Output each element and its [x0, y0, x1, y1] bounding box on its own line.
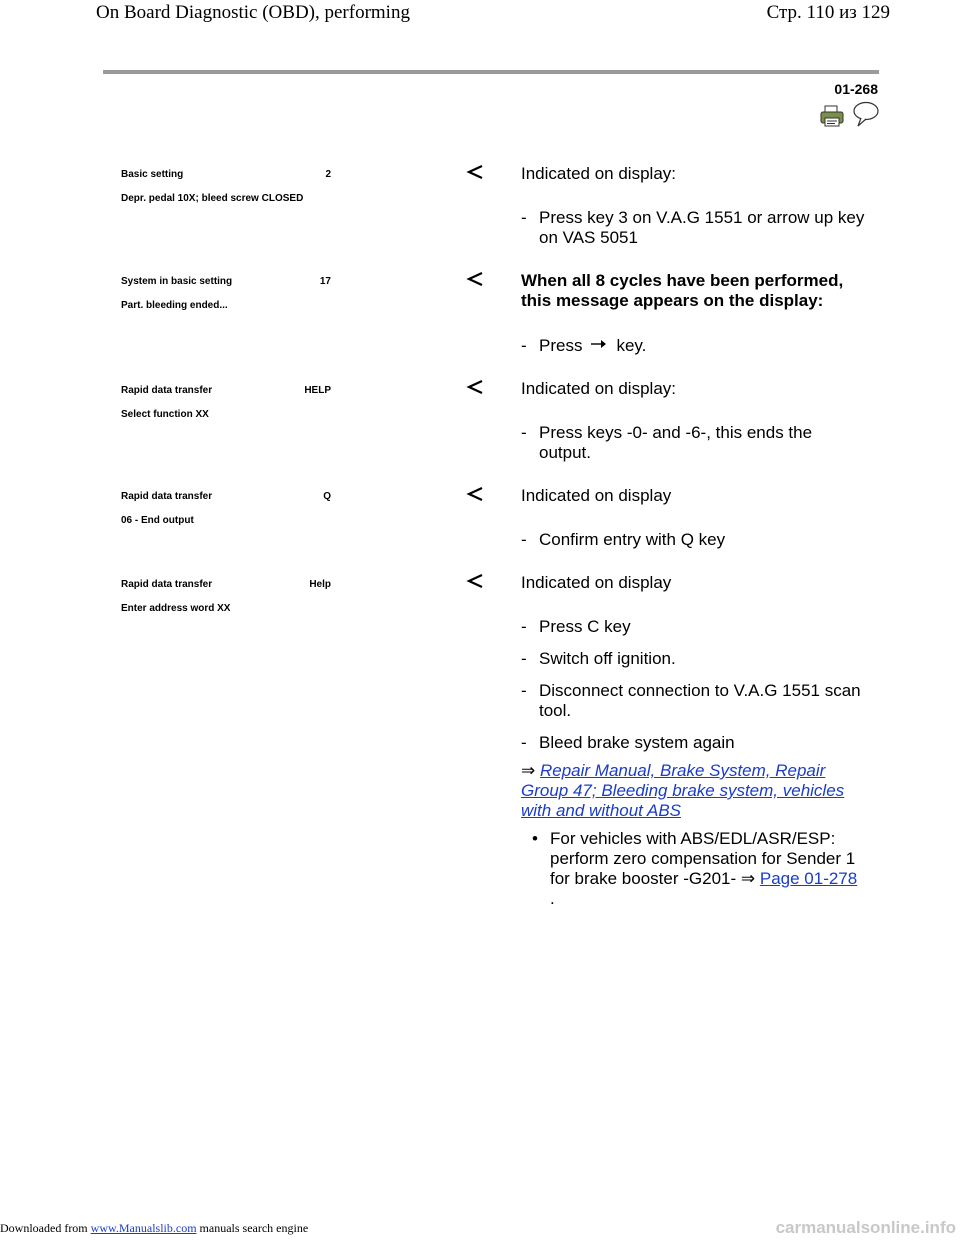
section-heading: Indicated on display [521, 486, 672, 505]
display-value: Help [309, 579, 331, 590]
section-heading: When all 8 cycles have been performed, this message appears on the display: [521, 271, 844, 310]
display-line2: Select function XX [121, 409, 209, 420]
repair-manual-reference [521, 761, 866, 821]
display-screen-2 [121, 276, 331, 324]
step-item: - Press keys -0- and -6-, this ends the output. [521, 423, 813, 462]
toolbar-icons [820, 101, 880, 132]
display-screen-1 [121, 169, 331, 217]
display-line1: Basic setting [121, 169, 184, 180]
display-value: 17 [319, 276, 331, 287]
arrow-left-icon [466, 378, 484, 401]
arrow-right-icon [590, 336, 608, 356]
arrow-left-icon [466, 485, 484, 508]
display-line2: Depr. pedal 10X; bleed screw CLOSED [121, 193, 304, 204]
page-reference-link[interactable]: Page 01-278 [759, 869, 858, 888]
manualslib-link[interactable]: www.Manualslib.com [90, 1221, 197, 1235]
step-item: - Switch off ignition. [521, 649, 676, 668]
bullet-dot-icon: • [532, 829, 538, 848]
step-item: - Press C key [521, 617, 631, 636]
document-title: On Board Diagnostic (OBD), performing [96, 2, 410, 23]
display-line2: Part. bleeding ended... [121, 300, 228, 311]
repair-manual-link[interactable]: Repair Manual, Brake System, Repair Group 47; Bleeding brake system, vehicles with and without ABS [521, 761, 845, 820]
watermark: carmanualsonline.info [775, 1218, 956, 1237]
display-value: Q [323, 491, 331, 502]
download-footer: Downloaded from www.Manualslib.com manuals search engine [0, 1221, 309, 1235]
page-number: 01-268 [834, 81, 878, 97]
reference-arrow: ⇒ [740, 869, 756, 888]
display-screen-4 [121, 491, 331, 539]
arrow-left-icon [466, 163, 484, 186]
display-line2: Enter address word XX [121, 603, 231, 614]
step-item: - Press key 3 on V.A.G 1551 or arrow up key on VAS 5051 [521, 208, 865, 247]
header-rule [103, 70, 879, 74]
step-item: - Disconnect connection to V.A.G 1551 scan tool. [521, 681, 861, 720]
speech-bubble-icon[interactable] [852, 101, 880, 132]
display-screen-5 [121, 579, 331, 627]
arrow-left-icon [466, 572, 484, 595]
section-heading: Indicated on display [521, 573, 672, 592]
step-item: - Confirm entry with Q key [521, 530, 726, 549]
section-heading: Indicated on display: [521, 379, 676, 398]
printer-icon[interactable] [820, 105, 844, 132]
step-item: - Bleed brake system again [521, 733, 735, 752]
section-heading: Indicated on display: [521, 164, 676, 183]
display-value: 2 [325, 169, 331, 180]
arrow-left-icon [466, 270, 484, 293]
bullet-item: • For vehicles with ABS/EDL/ASR/ESP: perform zero compensation for Sender 1 for brake booster -G201- ⇒ Page 01-278 . [532, 829, 858, 908]
display-line1: Rapid data transfer [121, 385, 213, 396]
display-line1: Rapid data transfer [121, 579, 213, 590]
step-item: - Press key. [521, 336, 647, 355]
display-value: HELP [304, 385, 331, 396]
page-counter: Стр. 110 из 129 [766, 2, 890, 23]
display-line1: Rapid data transfer [121, 491, 213, 502]
display-line2: 06 - End output [121, 515, 194, 526]
display-screen-3 [121, 385, 331, 433]
reference-arrow: ⇒ [521, 761, 536, 780]
display-line1: System in basic setting [121, 276, 233, 287]
